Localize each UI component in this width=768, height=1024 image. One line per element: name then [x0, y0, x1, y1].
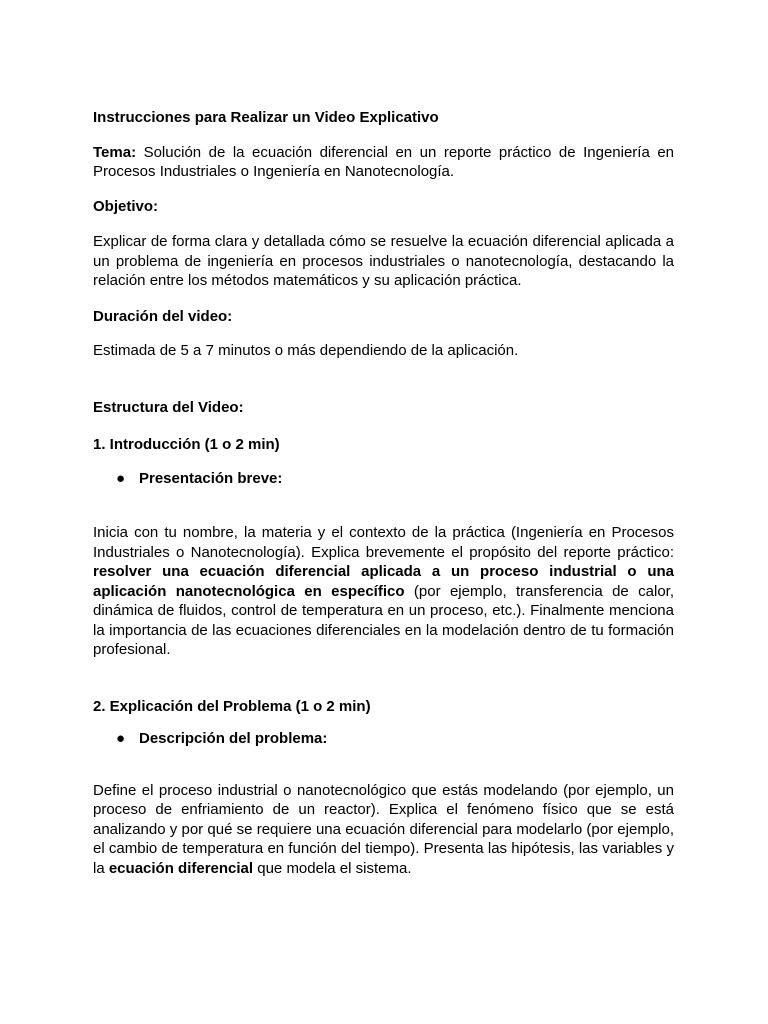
document-body: [93, 108, 674, 878]
section-1-text-start: Inicia con tu nombre, la materia y el contexto de la práctica (Ingeniería en Procesos Industriales o Nanotecnología). Explica brevemente el propósito del reporte práctico:: [93, 524, 674, 561]
duracion-paragraph: Estimada de 5 a 7 minutos o más dependiendo de la aplicación.: [93, 342, 519, 359]
bullet-icon: ●: [116, 469, 126, 487]
bullet-icon: ●: [116, 730, 126, 747]
estructura-heading: Estructura del Video:: [93, 398, 244, 416]
section-1-text-end: (por ejemplo, transferencia de calor, dinámica de fluidos, control de temperatura en un proceso, etc.). Finalmente menciona la importancia de las ecuaciones diferenciales en la modelación dentro de tu formación profesional.: [93, 582, 674, 658]
objetivo-paragraph: Explicar de forma clara y detallada cómo se resuelve la ecuación diferencial aplicada a un problema de ingeniería en procesos industriales o nanotecnología, destacando la relación entre los métodos matemáticos y su aplicación práctica.: [93, 233, 674, 289]
section-1-text-bold: resolver una ecuación diferencial aplicada a un proceso industrial o una aplicación nanotecnológica en específico: [93, 563, 674, 600]
section-2-bullet-label: Descripción del problema:: [139, 730, 328, 747]
section-2-text-start: Define el proceso industrial o nanotecnológico que estás modelando (por ejemplo, un proceso de enfriamiento de un reactor). Explica el fenómeno físico que se está analizando y por qué se requiere una ecuación diferencial para modelarlo (por ejemplo, el cambio de temperatura en función del tiempo). Presenta las hipótesis, las variables y la: [93, 781, 674, 877]
document-title: Instrucciones para Realizar un Video Explicativo: [93, 109, 439, 126]
tema-paragraph: [93, 143, 674, 182]
section-1-bullet-label: Presentación breve:: [139, 469, 283, 487]
tema-label: Tema:: [93, 143, 137, 161]
section-1-bullet: [93, 469, 674, 489]
section-1-paragraph: [93, 523, 674, 660]
section-2-bullet: [93, 729, 674, 749]
duracion-heading: Duración del video:: [93, 307, 233, 325]
section-2-paragraph: [93, 781, 674, 879]
section-2-heading: 2. Explicación del Problema (1 o 2 min): [93, 697, 371, 715]
section-2-text-bold: ecuación diferencial: [108, 859, 254, 877]
objetivo-heading: Objetivo:: [93, 197, 159, 215]
section-1-heading: 1. Introducción (1 o 2 min): [93, 436, 280, 453]
tema-text: Solución de la ecuación diferencial en un reporte práctico de Ingeniería en Procesos Industriales o Ingeniería en Nanotecnología.: [93, 143, 674, 180]
section-2-text-end: que modela el sistema.: [253, 859, 412, 877]
